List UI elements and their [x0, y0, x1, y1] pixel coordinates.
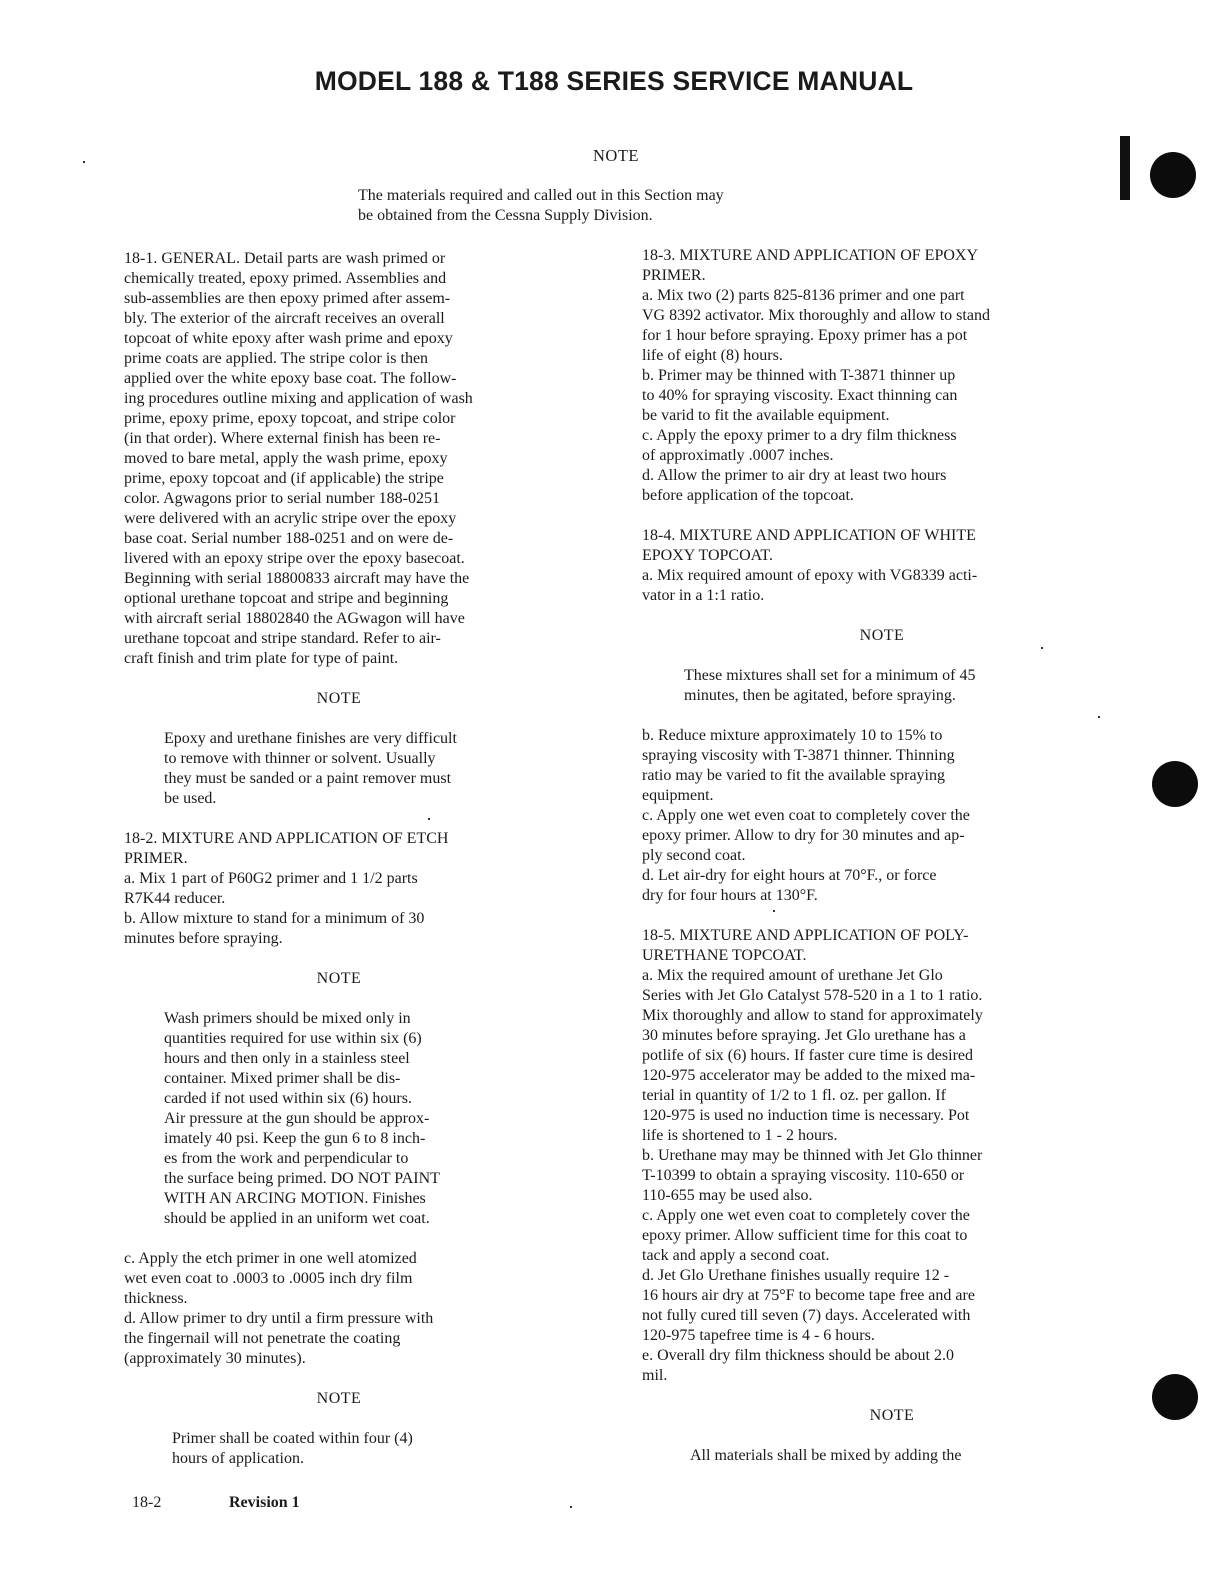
text-line: carded if not used within six (6) hours. [164, 1090, 412, 1107]
text-line: 18-5. MIXTURE AND APPLICATION OF POLY- [642, 927, 969, 944]
section-18-4-white-epoxy-topcoat [642, 526, 1142, 606]
text-line: to remove with thinner or solvent. Usually [164, 750, 436, 767]
text-line: a. Mix the required amount of urethane Jet Glo [642, 967, 943, 984]
text-line: epoxy primer. Allow sufficient time for this coat to [642, 1227, 968, 1244]
text-line: (approximately 30 minutes). [124, 1350, 306, 1367]
text-line: These mixtures shall set for a minimum of 45 [684, 667, 976, 684]
text-line: a. Mix required amount of epoxy with VG8339 acti- [642, 567, 978, 584]
text-line: T-10399 to obtain a spraying viscosity. 110-650 or [642, 1167, 965, 1184]
text-line: bly. The exterior of the aircraft receives an overall [124, 310, 445, 327]
scan-speck [1041, 647, 1043, 649]
text-line: spraying viscosity with T-3871 thinner. Thinning [642, 747, 955, 764]
text-line: c. Apply one wet even coat to completely cover the [642, 1207, 970, 1224]
text-line: c. Apply the etch primer in one well atomized [124, 1250, 417, 1267]
text-line: Series with Jet Glo Catalyst 578-520 in a 1 to 1 ratio. [642, 987, 983, 1004]
text-line: b. Allow mixture to stand for a minimum of 30 [124, 910, 425, 927]
page-title: MODEL 188 & T188 SERIES SERVICE MANUAL [314, 66, 914, 96]
text-line: thickness. [124, 1290, 188, 1307]
text-line: Primer shall be coated within four (4) [172, 1430, 413, 1447]
note-wash-primers [124, 1009, 604, 1229]
text-line: ing procedures outline mixing and application of wash [124, 390, 473, 407]
text-line: were delivered with an acrylic stripe over the epoxy [124, 510, 457, 527]
revision-label: Revision 1 [229, 1494, 300, 1511]
text-line: 18-2. MIXTURE AND APPLICATION OF ETCH [124, 830, 449, 847]
text-line: URETHANE TOPCOAT. [642, 947, 807, 964]
text-line: the fingernail will not penetrate the coating [124, 1330, 401, 1347]
text-line: potlife of six (6) hours. If faster cure time is desired [642, 1047, 974, 1064]
text-line: All materials shall be mixed by adding the [690, 1447, 962, 1464]
text-line: c. Apply the epoxy primer to a dry film thickness [642, 427, 957, 444]
section-18-5-polyurethane-topcoat [642, 926, 1142, 1386]
text-line: WITH AN ARCING MOTION. Finishes [164, 1190, 426, 1207]
text-line: Air pressure at the gun should be approx- [164, 1110, 430, 1127]
section-tab-marker [1120, 136, 1130, 200]
text-line: before application of the topcoat. [642, 487, 854, 504]
text-line: imately 40 psi. Keep the gun 6 to 8 inch- [164, 1130, 426, 1147]
text-line: a. Mix two (2) parts 825-8136 primer and one part [642, 287, 965, 304]
text-line: minutes before spraying. [124, 930, 283, 947]
binder-hole-middle [1152, 761, 1198, 807]
text-line: a. Mix 1 part of P60G2 primer and 1 1/2 parts [124, 870, 418, 887]
text-line: dry for four hours at 130°F. [642, 887, 818, 904]
note-heading: NOTE [859, 627, 905, 644]
text-line: be varid to fit the available equipment. [642, 407, 890, 424]
text-line: (in that order). Where external finish has been re- [124, 430, 441, 447]
text-line: PRIMER. [642, 267, 706, 284]
text-line: optional urethane topcoat and stripe and beginning [124, 590, 449, 607]
text-line: 120-975 tapefree time is 4 - 6 hours. [642, 1327, 875, 1344]
text-line: urethane topcoat and stripe standard. Refer to air- [124, 630, 441, 647]
text-line: d. Jet Glo Urethane finishes usually require 12 - [642, 1267, 950, 1284]
text-line: 30 minutes before spraying. Jet Glo urethane has a [642, 1027, 966, 1044]
text-line: mil. [642, 1367, 668, 1384]
text-line: color. Agwagons prior to serial number 188-0251 [124, 490, 440, 507]
text-line: hours and then only in a stainless steel [164, 1050, 410, 1067]
text-line: d. Allow primer to dry until a firm pressure with [124, 1310, 434, 1327]
text-line: c. Apply one wet even coat to completely cover the [642, 807, 970, 824]
note-heading: NOTE [869, 1407, 915, 1424]
text-line: b. Urethane may may be thinned with Jet Glo thinner [642, 1147, 983, 1164]
text-line: Mix thoroughly and allow to stand for approximately [642, 1007, 983, 1024]
top-note-heading: NOTE [593, 146, 639, 165]
text-line: 110-655 may be used also. [642, 1187, 813, 1204]
text-line: Wash primers should be mixed only in [164, 1010, 411, 1027]
text-line: ratio may be varied to fit the available spraying [642, 767, 945, 784]
scan-speck [1098, 716, 1100, 718]
note-heading: NOTE [316, 970, 362, 987]
text-line: equipment. [642, 787, 714, 804]
text-line: e. Overall dry film thickness should be about 2.0 [642, 1347, 954, 1364]
binder-hole-top [1150, 152, 1196, 198]
top-note-line: The materials required and called out in this Section may [358, 187, 724, 204]
text-line: craft finish and trim plate for type of paint. [124, 650, 399, 667]
text-line: minutes, then be agitated, before spraying. [684, 687, 956, 704]
text-line: livered with an epoxy stripe over the epoxy basecoat. [124, 550, 465, 567]
top-note-body [358, 186, 898, 226]
text-line: for 1 hour before spraying. Epoxy primer has a pot [642, 327, 968, 344]
text-line: 120-975 is used no induction time is necessary. Pot [642, 1107, 970, 1124]
text-line: 18-1. GENERAL. Detail parts are wash primed or [124, 250, 446, 267]
text-line: vator in a 1:1 ratio. [642, 587, 765, 604]
text-line: base coat. Serial number 188-0251 and on were de- [124, 530, 454, 547]
text-line: prime coats are applied. The stripe color is then [124, 350, 429, 367]
text-line: wet even coat to .0003 to .0005 inch dry film [124, 1270, 413, 1287]
text-line: with aircraft serial 18802840 the AGwagon will have [124, 610, 465, 627]
note-heading: NOTE [316, 1390, 362, 1407]
top-note-line: be obtained from the Cessna Supply Division. [358, 206, 653, 224]
text-line: epoxy primer. Allow to dry for 30 minutes and ap- [642, 827, 965, 844]
text-line: the surface being primed. DO NOT PAINT [164, 1170, 440, 1187]
etch-primer-steps-continued [124, 1249, 604, 1369]
note-heading: NOTE [316, 690, 362, 707]
text-line: not fully cured till seven (7) days. Accelerated with [642, 1307, 971, 1324]
section-18-1-general [124, 249, 604, 669]
text-line: moved to bare metal, apply the wash prime, epoxy [124, 450, 448, 467]
text-line: PRIMER. [124, 850, 188, 867]
left-column [124, 249, 604, 1469]
note-epoxy-urethane [124, 729, 604, 809]
text-line: Epoxy and urethane finishes are very difficult [164, 730, 457, 747]
text-line: b. Reduce mixture approximately 10 to 15% to [642, 727, 943, 744]
section-18-3-epoxy-primer [642, 246, 1142, 506]
scan-speck [83, 161, 85, 163]
page-number: 18-2 [132, 1494, 162, 1511]
text-line: prime, epoxy topcoat and (if applicable) the stripe [124, 470, 444, 487]
text-line: 18-4. MIXTURE AND APPLICATION OF WHITE [642, 527, 976, 544]
text-line: ply second coat. [642, 847, 746, 864]
text-line: sub-assemblies are then epoxy primed after assem- [124, 290, 451, 307]
text-line: life of eight (8) hours. [642, 347, 783, 364]
text-line: R7K44 reducer. [124, 890, 226, 907]
text-line: of approximatly .0007 inches. [642, 447, 834, 464]
text-line: prime, epoxy prime, epoxy topcoat, and stripe color [124, 410, 456, 427]
text-line: b. Primer may be thinned with T-3871 thinner up [642, 367, 956, 384]
text-line: EPOXY TOPCOAT. [642, 547, 773, 564]
text-line: d. Let air-dry for eight hours at 70°F., or force [642, 867, 937, 884]
scan-speck [570, 1506, 572, 1508]
note-primer-coating [124, 1429, 604, 1469]
text-line: tack and apply a second coat. [642, 1247, 830, 1264]
text-line: to 40% for spraying viscosity. Exact thinning can [642, 387, 958, 404]
note-all-materials [642, 1446, 1142, 1466]
binder-hole-bottom [1152, 1374, 1198, 1420]
white-topcoat-steps-continued [642, 726, 1142, 906]
right-column [642, 246, 1142, 1466]
text-line: they must be sanded or a paint remover must [164, 770, 452, 787]
text-line: es from the work and perpendicular to [164, 1150, 409, 1167]
text-line: quantities required for use within six (6) [164, 1030, 422, 1047]
text-line: 120-975 accelerator may be added to the mixed ma- [642, 1067, 976, 1084]
text-line: VG 8392 activator. Mix thoroughly and allow to stand [642, 307, 990, 324]
text-line: 16 hours air dry at 75°F to become tape free and are [642, 1287, 975, 1304]
text-line: 18-3. MIXTURE AND APPLICATION OF EPOXY [642, 247, 979, 264]
text-line: Beginning with serial 18800833 aircraft may have the [124, 570, 470, 587]
scan-speck [428, 818, 430, 820]
text-line: hours of application. [172, 1450, 304, 1467]
text-line: terial in quantity of 1/2 to 1 fl. oz. per gallon. If [642, 1087, 946, 1104]
text-line: life is shortened to 1 - 2 hours. [642, 1127, 838, 1144]
text-line: d. Allow the primer to air dry at least two hours [642, 467, 947, 484]
note-mixtures-set [642, 666, 1142, 706]
text-line: be used. [164, 790, 217, 807]
text-line: topcoat of white epoxy after wash prime and epoxy [124, 330, 453, 347]
scan-speck [773, 910, 775, 912]
section-18-2-etch-primer [124, 829, 604, 949]
text-line: applied over the white epoxy base coat. The follow- [124, 370, 457, 387]
text-line: chemically treated, epoxy primed. Assemblies and [124, 270, 447, 287]
text-line: should be applied in an uniform wet coat. [164, 1210, 430, 1227]
text-line: container. Mixed primer shall be dis- [164, 1070, 401, 1087]
